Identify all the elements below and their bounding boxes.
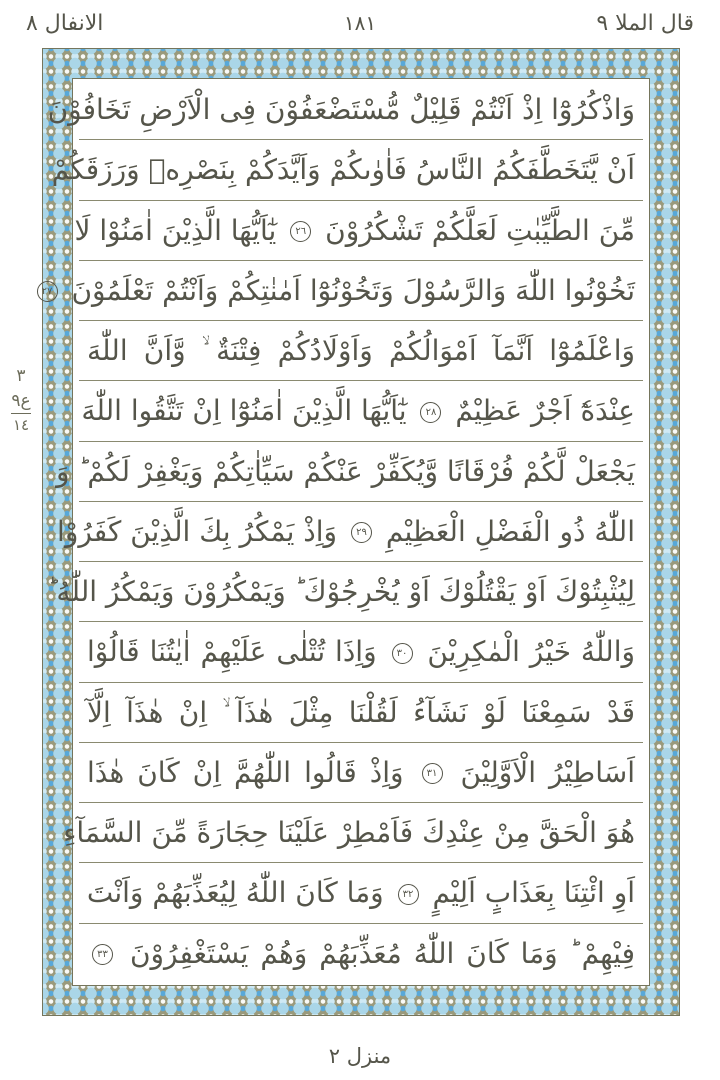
ayah-text: وَاعْلَمُوْٓا اَنَّمَآ اَمْوَالُكُمْ وَاَوْلَادُكُمْ فِتْنَةٌ ۙ وَّاَنَّ اللّٰهَ bbox=[87, 334, 635, 368]
verse-number-badge: ٣٣ bbox=[92, 944, 113, 965]
text-area bbox=[41, 80, 643, 984]
ayah-text: اَنْ يَّتَخَطَّفَكُمُ النَّاسُ فَاٰوٰىكُمْ وَاَيَّدَكُمْ بِنَصْرِهٖ وَرَزَقَكُمْ bbox=[51, 153, 635, 187]
ayah-text: قَدْ سَمِعْنَا لَوْ نَشَآءُ لَقُلْنَا مِثْلَ هٰذَآ ۙ اِنْ هٰذَآ اِلَّآ bbox=[87, 695, 635, 729]
ayah-text: وَاِذَا تُتْلٰى عَلَيْهِمْ اٰيٰتُنَا قَالُوْا bbox=[87, 635, 377, 669]
quran-text-line bbox=[63, 803, 643, 863]
ayah-text: هُوَ الْحَقَّ مِنْ عِنْدِكَ فَاَمْطِرْ عَلَيْنَا حِجَارَةً مِّنَ السَّمَآءِ bbox=[63, 816, 635, 850]
ayah-text: مِّنَ الطَّيِّبٰتِ لَعَلَّكُمْ تَشْكُرُوْنَ bbox=[325, 213, 635, 247]
text-panel bbox=[41, 78, 650, 986]
ayah-text: يَجْعَلْ لَّكُمْ فُرْقَانًا وَّيُكَفِّرْ عَنْكُمْ سَيِّاٰتِكُمْ وَيَغْفِرْ لَكُمْ ؕ وَ bbox=[56, 454, 635, 488]
ruku-margin-marker bbox=[4, 364, 38, 438]
quran-text-line bbox=[79, 743, 643, 803]
verse-number-badge: ٣٢ bbox=[398, 884, 419, 905]
quran-text-line bbox=[79, 863, 643, 923]
ruku-count-in-surah: ٣ bbox=[16, 366, 26, 386]
ayah-text: وَمَا كَانَ اللّٰهُ لِيُعَذِّبَهُمْ وَاَنْتَ bbox=[86, 876, 384, 910]
ayah-text: اللّٰهُ ذُو الْفَضْلِ الْعَظِيْمِ bbox=[385, 514, 635, 548]
quran-text-line bbox=[41, 261, 643, 321]
quran-text-line bbox=[47, 80, 643, 140]
ruku-count-in-juz: ١٤ bbox=[11, 413, 31, 437]
ayah-text: وَاِذْ قَالُوا اللّٰهُمَّ اِنْ كَانَ هٰذَا bbox=[87, 755, 404, 789]
ayah-text: وَاللّٰهُ خَيْرُ الْمٰكِرِيْنَ bbox=[427, 635, 635, 669]
ayah-text: تَخُوْنُوا اللّٰهَ وَالرَّسُوْلَ وَتَخُوْنُوْٓا اَمٰنٰتِكُمْ وَاَنْتُمْ تَعْلَمُوْنَ bbox=[71, 273, 635, 307]
quran-text-line bbox=[79, 924, 643, 984]
quran-text-line bbox=[79, 321, 643, 381]
ayah-text: لِيُثْبِتُوْكَ اَوْ يَقْتُلُوْكَ اَوْ يُخْرِجُوْكَ ؕ وَيَمْكُرُوْنَ وَيَمْكُرُ اللّٰهُ ؕ bbox=[47, 575, 635, 609]
verse-number-badge: ٢٩ bbox=[351, 522, 372, 543]
running-head bbox=[26, 6, 694, 40]
verse-number-badge: ٣١ bbox=[422, 763, 443, 784]
quran-text-line bbox=[79, 622, 643, 682]
verse-number-badge: ٢٧ bbox=[37, 281, 58, 302]
quran-text-line bbox=[57, 502, 643, 562]
manzil-label: منزل ٢ bbox=[328, 1044, 392, 1068]
quran-text-line bbox=[79, 683, 643, 743]
quran-text-line bbox=[74, 201, 643, 261]
ayah-text: يٰٓاَيُّهَا الَّذِيْنَ اٰمَنُوْا لَا bbox=[74, 213, 277, 247]
ayah-text: وَاذْكُرُوْٓا اِذْ اَنْتُمْ قَلِيْلٌ مُّسْتَضْعَفُوْنَ فِى الْاَرْضِ تَخَافُوْنَ bbox=[47, 93, 635, 126]
ayah-text: اَوِ ائْتِنَا بِعَذَابٍ اَلِيْمٍ bbox=[432, 876, 635, 910]
ornamental-border-frame bbox=[42, 48, 680, 1016]
verse-number-badge: ٢٦ bbox=[290, 221, 311, 242]
quran-text-line bbox=[47, 562, 643, 622]
verse-number-badge: ٣٠ bbox=[392, 643, 413, 664]
ayah-text: فِيْهِمْ ؕ وَمَا كَانَ اللّٰهُ مُعَذِّبَهُمْ وَهُمْ يَسْتَغْفِرُوْنَ bbox=[129, 936, 635, 970]
ayah-text: اَسَاطِيْرُ الْاَوَّلِيْنَ bbox=[460, 755, 635, 789]
surah-name-label: الانفال ٨ bbox=[25, 10, 104, 36]
ayah-text: يٰٓاَيُّهَا الَّذِيْنَ اٰمَنُوْٓا اِنْ تَتَّقُوا اللّٰهَ bbox=[81, 394, 407, 428]
quran-text-line bbox=[79, 381, 643, 441]
page-number: ١٨١ bbox=[343, 11, 377, 35]
verse-number-badge: ٢٨ bbox=[420, 402, 441, 423]
quran-text-line bbox=[56, 442, 643, 502]
ayah-text: عِنْدَهٗٓ اَجْرٌ عَظِيْمٌ bbox=[455, 394, 635, 428]
ayah-text: وَاِذْ يَمْكُرُ بِكَ الَّذِيْنَ كَفَرُوْا bbox=[57, 514, 338, 548]
ain-ruku-symbol: ع٩ bbox=[11, 390, 31, 411]
quran-text-line bbox=[51, 140, 643, 200]
juz-name-label: قال الملا ٩ bbox=[596, 10, 694, 36]
